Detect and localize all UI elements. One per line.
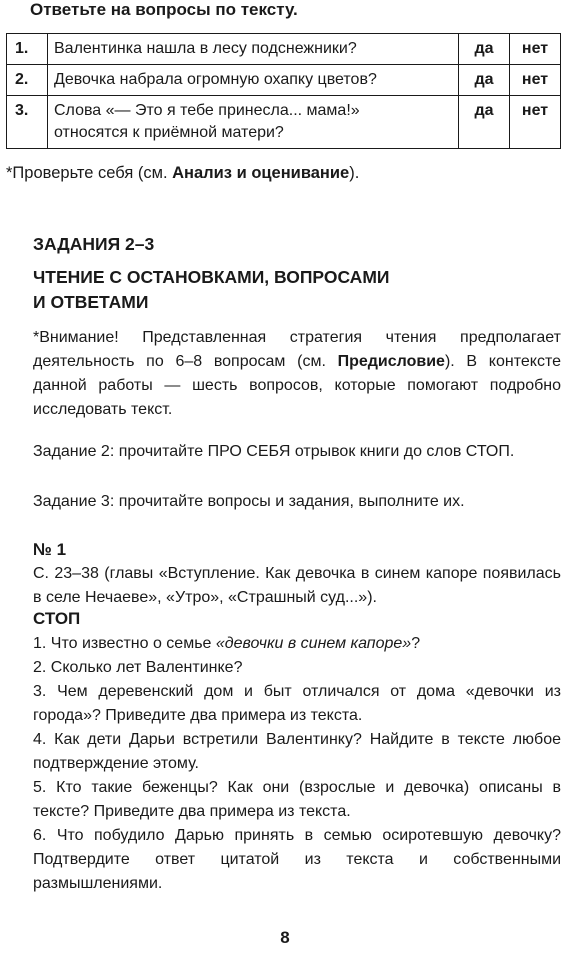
question-number: 1. bbox=[7, 34, 48, 65]
task-title: ЗАДАНИЯ 2–3 bbox=[33, 234, 155, 254]
table-row bbox=[7, 96, 561, 149]
table-row bbox=[7, 34, 561, 65]
page-number: 8 bbox=[280, 928, 290, 947]
answer-no[interactable]: нет bbox=[510, 96, 561, 149]
reading-questions-list bbox=[33, 632, 561, 896]
list-item: 1. Что известно о семье «девочки в синем капоре»? bbox=[33, 635, 421, 652]
table-row bbox=[7, 65, 561, 96]
check-yourself-note bbox=[6, 164, 359, 183]
attention-note bbox=[33, 326, 561, 422]
task-3-text: Задание 3: прочитайте вопросы и задания, выполните их. bbox=[33, 493, 465, 510]
questions-heading: Ответьте на вопросы по тексту. bbox=[30, 0, 298, 19]
answer-yes[interactable]: да bbox=[459, 65, 510, 96]
attention-prefix: *Внимание! Представленная стратегия чтения предполагает деятельность по 6–8 вопросам (см. bbox=[33, 329, 561, 370]
check-bold: Анализ и оценивание bbox=[172, 164, 350, 182]
answer-yes[interactable]: да bbox=[459, 34, 510, 65]
question-number: 2. bbox=[7, 65, 48, 96]
section-pages: С. 23–38 (главы «Вступление. Как девочка в синем капоре появилась в селе Нечаеве», «Утро», «Страшный суд...»). bbox=[33, 565, 561, 606]
check-prefix: *Проверьте себя (см. bbox=[6, 164, 173, 182]
task-subtitle-line2: И ОТВЕТАМИ bbox=[33, 292, 149, 312]
list-item: 4. Как дети Дарьи встретили Валентинку? Найдите в тексте любое подтверждение этому. bbox=[33, 731, 561, 772]
question-text: Девочка набрала огромную охапку цветов? bbox=[48, 65, 459, 96]
answer-no[interactable]: нет bbox=[510, 65, 561, 96]
list-item: 6. Что побудило Дарью принять в семью осиротевшую девочку? Подтвердите ответ цитатой из текста и собственными размышлениями. bbox=[33, 827, 561, 892]
answer-yes[interactable]: да bbox=[459, 96, 510, 149]
stop-label: СТОП bbox=[33, 609, 81, 628]
question-number: 3. bbox=[7, 96, 48, 149]
attention-bold: Предисловие bbox=[337, 353, 445, 370]
question-text: Слова «— Это я тебе принесла... мама!» относятся к приёмной матери? bbox=[48, 96, 459, 149]
italic-quote: «девочки в синем капоре» bbox=[215, 635, 412, 652]
list-item: 3. Чем деревенский дом и быт отличался от дома «девочки из города»? Приведите два примера из текста. bbox=[33, 683, 561, 724]
question-text: Валентинка нашла в лесу подснежники? bbox=[48, 34, 459, 65]
task-subtitle-line1: ЧТЕНИЕ С ОСТАНОВКАМИ, ВОПРОСАМИ bbox=[33, 267, 390, 287]
list-item: 2. Сколько лет Валентинке? bbox=[33, 659, 243, 676]
check-suffix: ). bbox=[349, 164, 360, 182]
list-item: 5. Кто такие беженцы? Как они (взрослые и девочка) описаны в тексте? Приведите два примера из текста. bbox=[33, 779, 561, 820]
answer-no[interactable]: нет bbox=[510, 34, 561, 65]
task-2-text: Задание 2: прочитайте ПРО СЕБЯ отрывок книги до слов СТОП. bbox=[33, 443, 515, 460]
questions-table bbox=[6, 33, 561, 149]
attention-suffix: ). В контексте данной работы — шесть вопросов, которые помогают подробно исследовать текст. bbox=[33, 353, 561, 418]
section-number: № 1 bbox=[33, 540, 67, 559]
